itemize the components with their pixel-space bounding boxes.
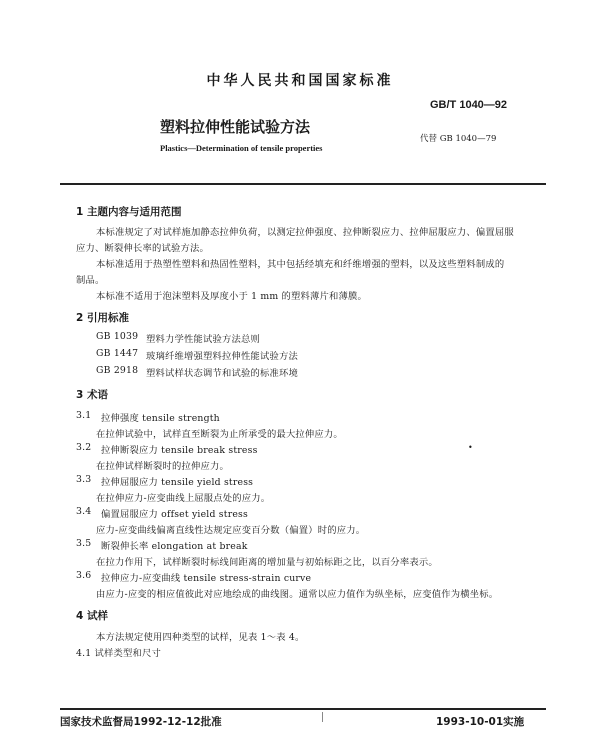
reference-code: GB 2918 <box>96 365 139 376</box>
section-4-para: 本方法规定使用四种类型的试样，见表 1～表 4。 <box>96 632 305 643</box>
section-4-heading: 4 试样 <box>76 610 108 622</box>
section-3-heading: 3 术语 <box>76 389 108 401</box>
standard-code: GB/T 1040—92 <box>430 99 508 111</box>
margin-mark: • <box>468 443 473 452</box>
document-title-cn: 塑料拉伸性能试验方法 <box>160 118 311 136</box>
country-standard-title: 中华人民共和国国家标准 <box>206 73 394 89</box>
term-number: 3.6 <box>76 570 92 581</box>
section-1-para-2-line-2: 制品。 <box>76 275 105 286</box>
section-1-para-2-line-1: 本标准适用于热塑性塑料和热固性塑料，其中包括经填充和纤维增强的塑料，以及这些塑料制成的 <box>96 259 505 270</box>
approval-date: 国家技术监督局1992-12-12批准 <box>60 716 222 728</box>
section-1-para-1-line-1: 本标准规定了对试样施加静态拉伸负荷，以测定拉伸强度、拉伸断裂应力、拉伸屈服应力、偏置屈服 <box>96 227 514 238</box>
term-definition: 由应力-应变的相应值彼此对应地绘成的曲线图。通常以应力值作为纵坐标，应变值作为横坐标。 <box>96 589 499 600</box>
footer-tick-mark <box>322 712 324 722</box>
term-number: 3.3 <box>76 474 92 485</box>
term-definition: 在拉伸试样断裂时的拉伸应力。 <box>96 461 229 472</box>
header-divider <box>60 183 546 185</box>
term-name: 拉伸断裂应力 tensile break stress <box>101 445 258 456</box>
term-name: 断裂伸长率 elongation at break <box>101 541 248 552</box>
term-name: 拉伸强度 tensile strength <box>101 413 220 424</box>
reference-code: GB 1039 <box>96 331 139 342</box>
term-number: 3.5 <box>76 538 92 549</box>
term-definition: 在拉力作用下，试样断裂时标线间距离的增加量与初始标距之比，以百分率表示。 <box>96 557 438 568</box>
section-1-heading: 1 主题内容与适用范围 <box>76 206 182 218</box>
reference-title: 玻璃纤维增强塑料拉伸性能试验方法 <box>146 351 298 362</box>
term-name: 拉伸应力-应变曲线 tensile stress-strain curve <box>101 573 312 584</box>
term-definition: 在拉伸试验中，试样直至断裂为止所承受的最大拉伸应力。 <box>96 429 343 440</box>
section-1-para-3: 本标准不适用于泡沫塑料及厚度小于 1 mm 的塑料薄片和薄膜。 <box>96 291 368 302</box>
term-definition: 应力-应变曲线偏离直线性达规定应变百分数（偏置）时的应力。 <box>96 525 366 536</box>
effective-date: 1993-10-01实施 <box>436 716 525 728</box>
section-1-para-1-line-2: 应力、断裂伸长率的试验方法。 <box>76 243 209 254</box>
reference-title: 塑料试样状态调节和试验的标准环境 <box>146 368 298 379</box>
term-number: 3.4 <box>76 506 92 517</box>
term-name: 拉伸屈服应力 tensile yield stress <box>101 477 254 488</box>
term-number: 3.2 <box>76 442 92 453</box>
reference-code: GB 1447 <box>96 348 139 359</box>
term-name: 偏置屈服应力 offset yield stress <box>101 509 248 520</box>
subsection-4-1: 4.1 试样类型和尺寸 <box>76 648 162 659</box>
footer-divider <box>60 708 546 710</box>
replaces-note: 代替 GB 1040—79 <box>420 134 497 144</box>
reference-title: 塑料力学性能试验方法总则 <box>146 334 260 345</box>
term-number: 3.1 <box>76 410 92 421</box>
document-title-en: Plastics—Determination of tensile properties <box>160 143 323 153</box>
section-2-heading: 2 引用标准 <box>76 312 129 324</box>
term-definition: 在拉伸应力-应变曲线上屈服点处的应力。 <box>96 493 271 504</box>
